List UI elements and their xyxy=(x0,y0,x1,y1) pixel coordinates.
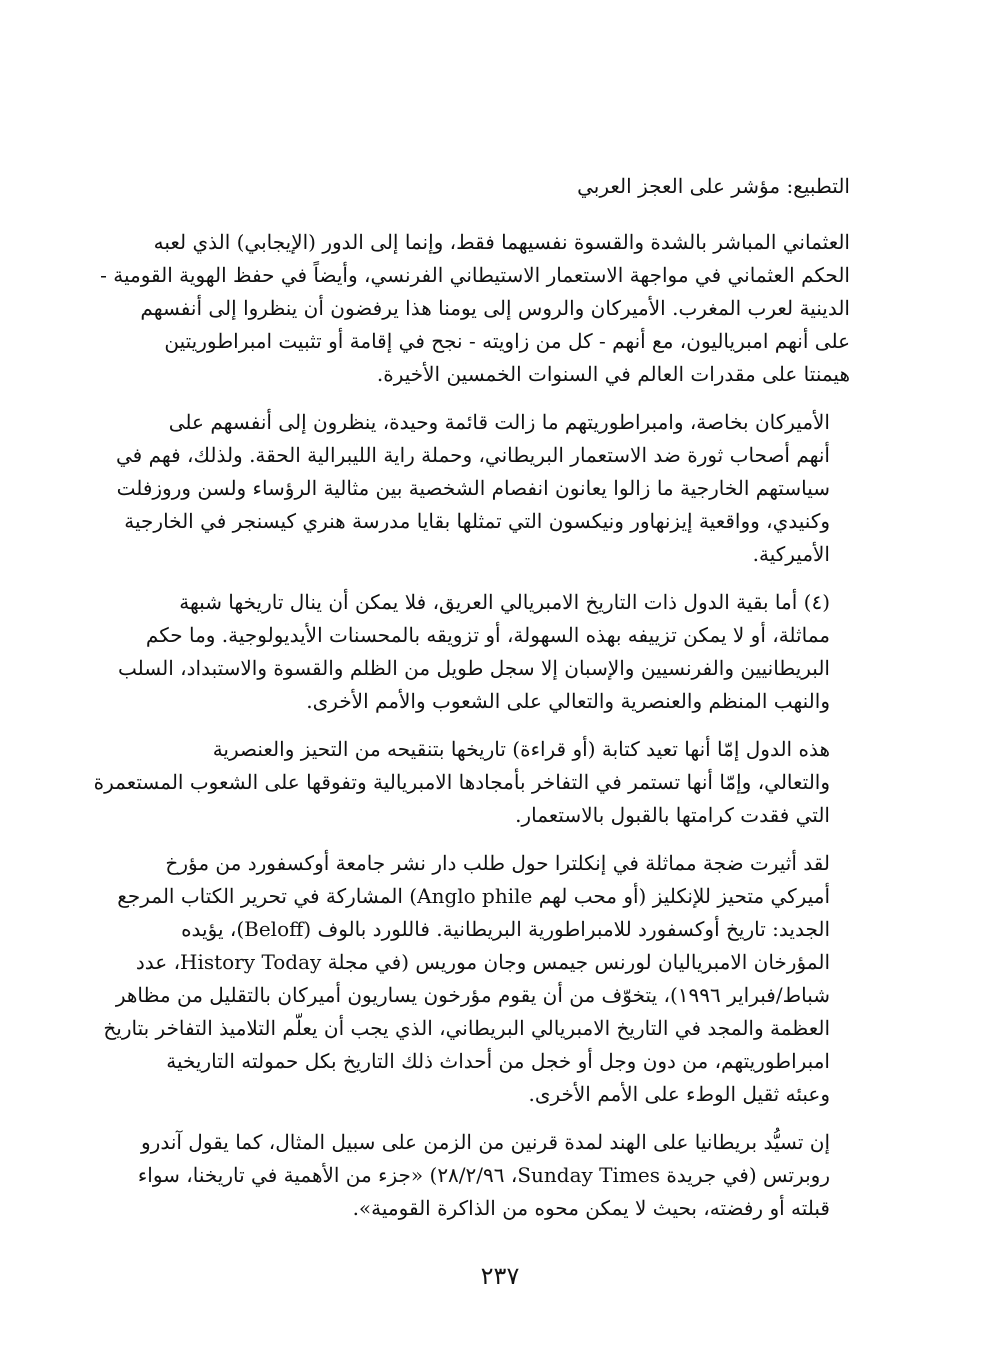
paragraph xyxy=(137,1126,850,1225)
text-line: على أنهم امبرياليون، مع أنهم - كل من زاويته - نجح في إقامة أو تثبيت امبراطوريتين xyxy=(164,329,850,353)
running-header: التطبيع: مؤشر على العجز العربي xyxy=(577,174,850,198)
text-line: مماثلة، أو لا يمكن تزييفه بهذه السهولة، أو تزويقه بالمحسنات الأيديولوجية. وما حكم xyxy=(145,623,830,647)
text-line: هذه الدول إمّا أنها تعيد كتابة (أو قراءة) تاريخها بتنقيحه من التحيز والعنصرية xyxy=(212,737,830,761)
text-line: والنهب المنظم والعنصرية والتعالي على الشعوب والأمم الأخرى. xyxy=(306,689,830,713)
text-line: سياستهم الخارجية ما زالوا يعانون انفصام الشخصية بين مثالية الرؤساء ولسن وروزفلت xyxy=(116,476,830,500)
text-line: هيمنتا على مقدرات العالم في السنوات الخمسين الأخيرة. xyxy=(376,362,850,386)
text-line: (٤) أما بقية الدول ذات التاريخ الامبريالي العريق، فلا يمكن أن ينال تاريخها شبهة xyxy=(179,590,830,614)
paragraph xyxy=(93,733,850,832)
text-line: وكنيدي، وواقعية إيزنهاور ونيكسون التي تمثلها بقايا مدرسة هنري كيسنجر في الخارجية xyxy=(124,509,830,533)
text-line: قبلته أو رفضته، بحيث لا يمكن محوه من الذاكرة القومية». xyxy=(352,1196,830,1220)
text-line: العظمة والمجد في التاريخ الامبريالي البريطاني، الذي يجب أن يعلّم التلاميذ التفاخر بتاريخ xyxy=(103,1016,830,1040)
text-line: الدينية لعرب المغرب. الأميركان والروس إلى يومنا هذا يرفضون أن ينظروا إلى أنفسهم xyxy=(140,296,850,320)
paragraph xyxy=(118,586,850,718)
paragraph xyxy=(116,406,850,571)
text-line: المؤرخان الامبرياليان لورنس جيمس وجان موريس (في مجلة History Today، عدد xyxy=(135,950,830,974)
text-line: إن تسيُّد بريطانيا على الهند لمدة قرنين من الزمن على سبيل المثال، كما يقول آندرو xyxy=(141,1130,830,1154)
text-line: لقد أثيرت ضجة مماثلة في إنكلترا حول طلب دار نشر جامعة أوكسفورد من مؤرخ xyxy=(165,851,830,875)
body-text xyxy=(93,226,850,1240)
text-line: الأميركان بخاصة، وامبراطوريتهم ما زالت قائمة وحيدة، ينظرون إلى أنفسهم على xyxy=(168,410,830,434)
text-line: أميركي متحيز للإنكليز (أو محب لهم Anglo phile) المشاركة في تحرير الكتاب المرجع xyxy=(117,884,830,908)
text-line: امبراطوريتهم، من دون وجل أو خجل من أحداث ذلك التاريخ بكل حمولته التاريخية xyxy=(166,1049,830,1073)
text-line: أنهم أصحاب ثورة ضد الاستعمار البريطاني، وحملة راية الليبرالية الحقة. ولذلك، فهم في xyxy=(116,443,830,467)
page-number: ٢٣٧ xyxy=(480,1262,520,1290)
text-line: العثماني المباشر بالشدة والقسوة نفسيهما فقط، وإنما إلى الدور (الإيجابي) الذي لعبه xyxy=(153,230,850,254)
text-line: التي فقدت كرامتها بالقبول بالاستعمار. xyxy=(515,803,830,827)
text-line: الحكم العثماني في مواجهة الاستعمار الاستيطاني الفرنسي، وأيضاً في حفظ الهوية القومية - xyxy=(100,263,850,287)
text-line: والتعالي، وإمّا أنها تستمر في التفاخر بأمجادها الامبريالية وتفوقها على الشعوب المستعمرة xyxy=(93,770,830,794)
text-line: الأميركية. xyxy=(752,542,830,566)
text-line: البريطانيين والفرنسيين والإسبان إلا سجل طويل من الظلم والقسوة والاستبداد، السلب xyxy=(118,656,830,680)
text-line: شباط/فبراير ١٩٩٦)، يتخوّف من أن يقوم مؤرخون يساريون أميركان بالتقليل من مظاهر xyxy=(115,983,830,1007)
paragraph xyxy=(100,226,850,391)
text-line: وعبئه ثقيل الوطء على الأمم الأخرى. xyxy=(528,1082,830,1106)
text-line: الجديد: تاريخ أوكسفورد للامبراطورية البريطانية. فاللورد بالوف (Beloff)، يؤيده xyxy=(181,917,830,941)
paragraph xyxy=(103,847,850,1111)
text-line: روبرتس (في جريدة Sunday Times، ٢٨/٢/٩٦) «جزء من الأهمية في تاريخنا، سواء xyxy=(137,1163,830,1187)
